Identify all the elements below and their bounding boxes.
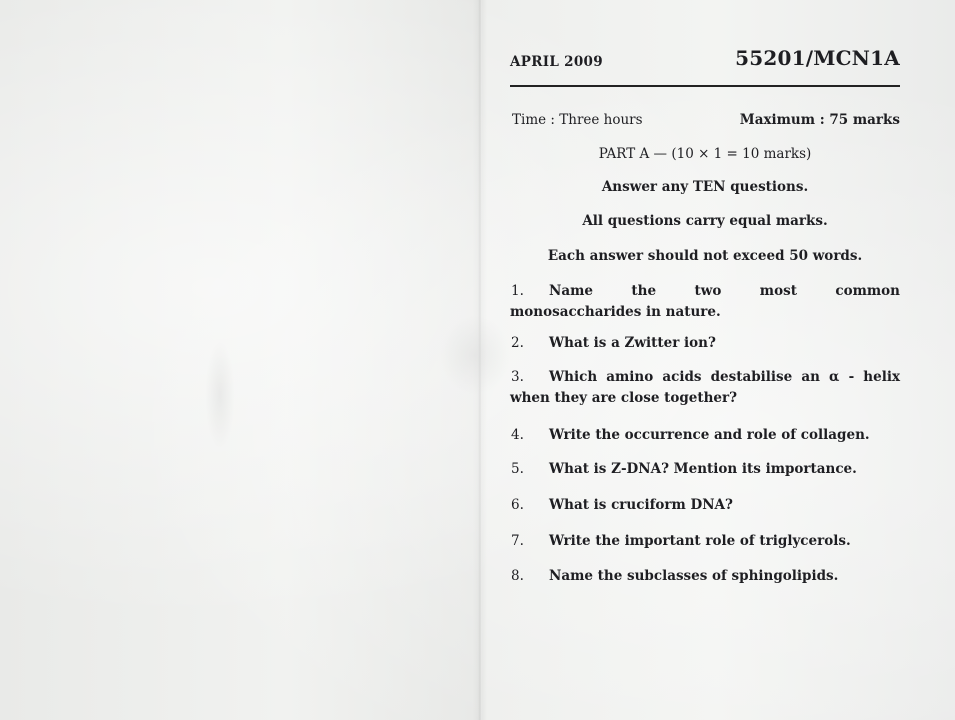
question-item [510, 459, 900, 480]
question-number: 2. [511, 335, 524, 351]
question-text: Name the subclasses of sphingolipids. [549, 568, 839, 584]
question-item [510, 333, 900, 354]
paper-header [510, 40, 900, 86]
question-item [510, 495, 900, 516]
question-number: 3. [511, 369, 524, 385]
question-item [510, 425, 900, 446]
question-number: 5. [511, 461, 524, 477]
question-text: Write the occurrence and role of collagen. [549, 427, 870, 443]
instruction-answer-any: Answer any TEN questions. [601, 179, 809, 195]
time-allowed: Time : Three hours [512, 112, 643, 128]
question-item [510, 367, 900, 409]
question-number: 8. [511, 568, 524, 584]
question-number: 4. [511, 427, 524, 443]
question-text: Which amino acids destabilise an α - helix when they are close together? [510, 369, 900, 406]
paper-code: 55201/MCN1A [735, 46, 900, 70]
question-text: What is a Zwitter ion? [549, 335, 716, 351]
question-text: Write the important role of triglycerols. [549, 533, 851, 549]
question-item [510, 281, 900, 323]
part-title: PART A — (10 × 1 = 10 marks) [598, 146, 812, 162]
paper-crease [205, 340, 235, 450]
header-rule [510, 85, 900, 87]
watermark [440, 315, 510, 395]
question-text: What is cruciform DNA? [549, 497, 733, 513]
instruction-word-limit: Each answer should not exceed 50 words. [547, 248, 863, 264]
question-text: Name the two most common monosaccharides in nature. [510, 283, 900, 320]
question-paper [510, 40, 900, 584]
question-text: What is Z-DNA? Mention its importance. [549, 461, 857, 477]
question-number: 1. [511, 283, 524, 299]
exam-month: APRIL 2009 [510, 54, 603, 70]
instruction-equal-marks: All questions carry equal marks. [582, 213, 828, 229]
question-item [510, 566, 900, 587]
question-item [510, 531, 900, 552]
question-number: 6. [511, 497, 524, 513]
maximum-marks: Maximum : 75 marks [739, 112, 900, 128]
question-number: 7. [511, 533, 524, 549]
